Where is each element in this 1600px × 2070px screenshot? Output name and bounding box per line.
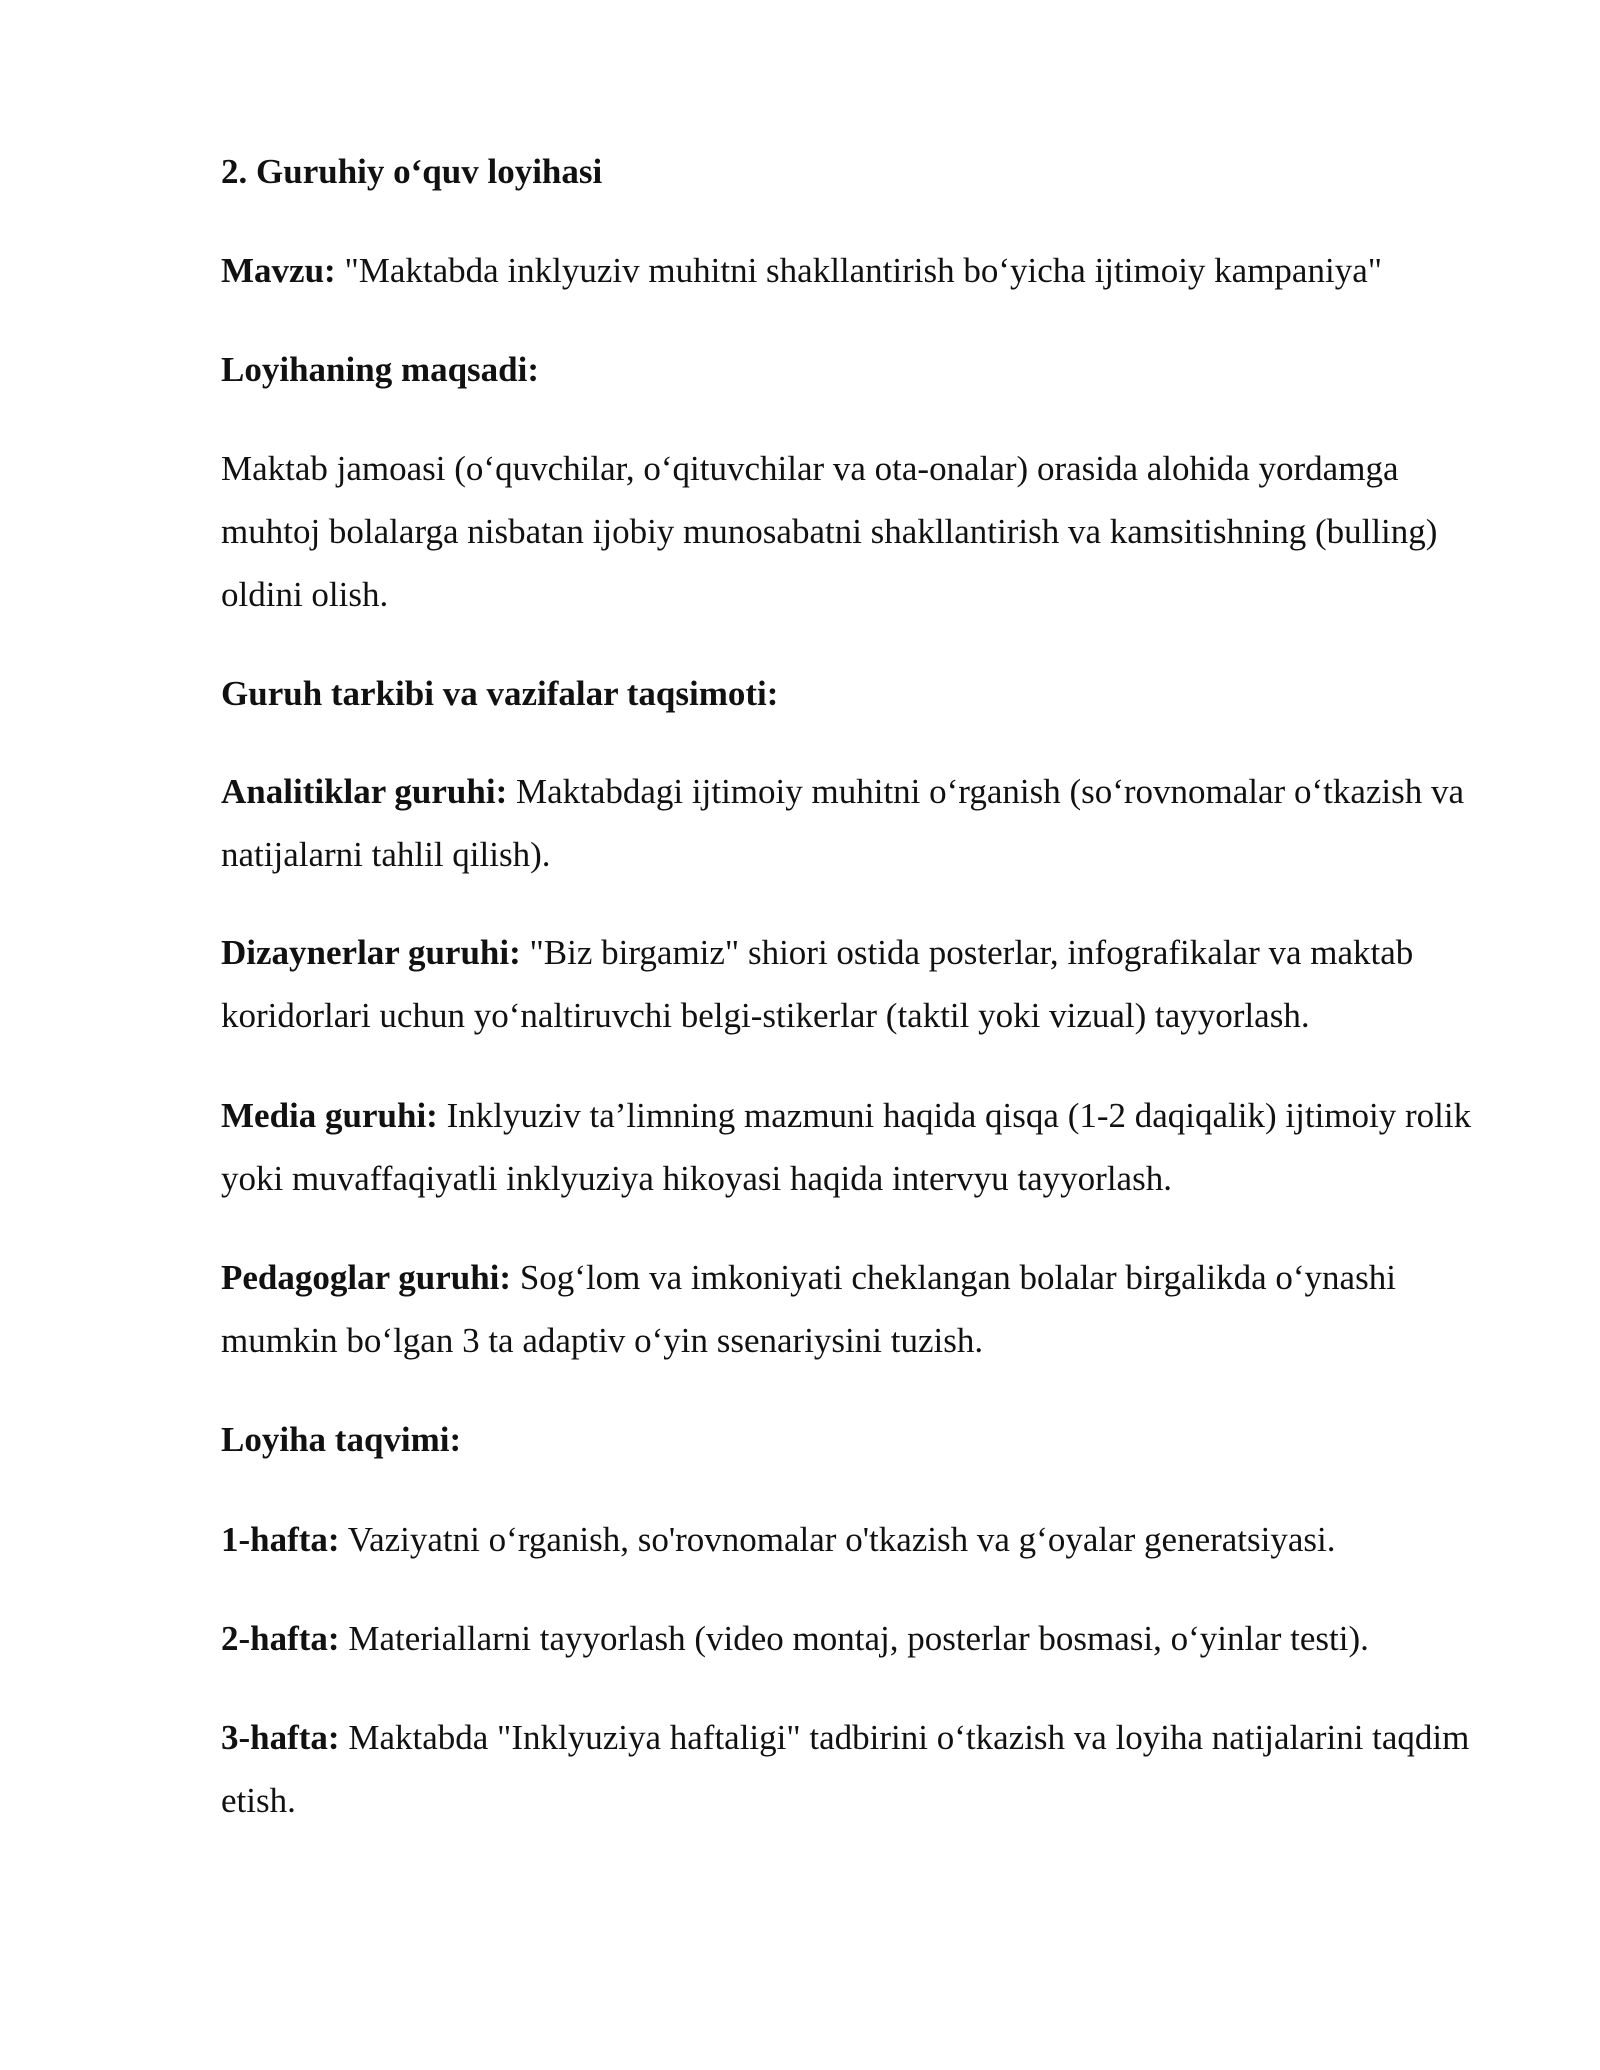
group-media <box>221 1084 1491 1210</box>
group-designers <box>221 921 1491 1047</box>
week-label: 1-hafta: <box>221 1520 340 1559</box>
week-label: 2-hafta: <box>221 1619 340 1658</box>
group-label: Pedagoglar guruhi: <box>221 1258 512 1297</box>
calendar-week-3 <box>221 1706 1491 1832</box>
goal-heading: Loyihaning maqsadi: <box>221 350 540 389</box>
groups-heading: Guruh tarkibi va vazifalar taqsimoti: <box>221 674 779 713</box>
calendar-week-2 <box>221 1607 1491 1670</box>
topic-label: Mavzu: <box>221 251 336 290</box>
group-label: Media guruhi: <box>221 1096 438 1135</box>
group-label: Dizaynerlar guruhi: <box>221 933 521 972</box>
group-text: Maktabdagi ijtimoiy muhitni o‘rganish (so‘rovnomalar o‘tkazish va natijalarni tahlil qilish). <box>221 772 1465 874</box>
group-pedagogues <box>221 1246 1491 1372</box>
week-label: 3-hafta: <box>221 1718 340 1757</box>
group-text: "Biz birgamiz" shiori ostida posterlar, infografikalar va maktab koridorlari uchun yo‘naltiruvchi belgi-stikerlar (taktil yoki vizual) tayyorlash. <box>221 933 1414 1035</box>
topic-paragraph <box>221 239 1491 302</box>
group-text: Inklyuziv ta’limning mazmuni haqida qisqa (1-2 daqiqalik) ijtimoiy rolik yoki muvaffaqiyatli inklyuziya hikoyasi haqida intervyu tayyorlash. <box>221 1096 1472 1198</box>
section-title: 2. Guruhiy o‘quv loyihasi <box>221 152 603 191</box>
week-text: Materiallarni tayyorlash (video montaj, posterlar bosmasi, o‘yinlar testi). <box>339 1619 1369 1658</box>
week-text: Vaziyatni o‘rganish, so'rovnomalar o'tkazish va g‘oyalar generatsiyasi. <box>339 1520 1336 1559</box>
goal-text: Maktab jamoasi (o‘quvchilar, o‘qituvchilar va ota-onalar) orasida alohida yordamga muhtoj bolalarga nisbatan ijobiy munosabatni shakllantirish va kamsitishning (bulling) oldini olish. <box>221 449 1438 614</box>
calendar-heading: Loyiha taqvimi: <box>221 1420 462 1459</box>
topic-text: "Maktabda inklyuziv muhitni shakllantirish bo‘yicha ijtimoiy kampaniya" <box>335 251 1383 290</box>
week-text: Maktabda "Inklyuziya haftaligi" tadbirini o‘tkazish va loyiha natijalarini taqdim etish. <box>221 1718 1470 1820</box>
group-label: Analitiklar guruhi: <box>221 772 508 811</box>
group-text: Sog‘lom va imkoniyati cheklangan bolalar birgalikda o‘ynashi mumkin bo‘lgan 3 ta adaptiv o‘yin ssenariysini tuzish. <box>221 1258 1396 1360</box>
group-analysts <box>221 760 1491 886</box>
calendar-week-1 <box>221 1508 1491 1571</box>
